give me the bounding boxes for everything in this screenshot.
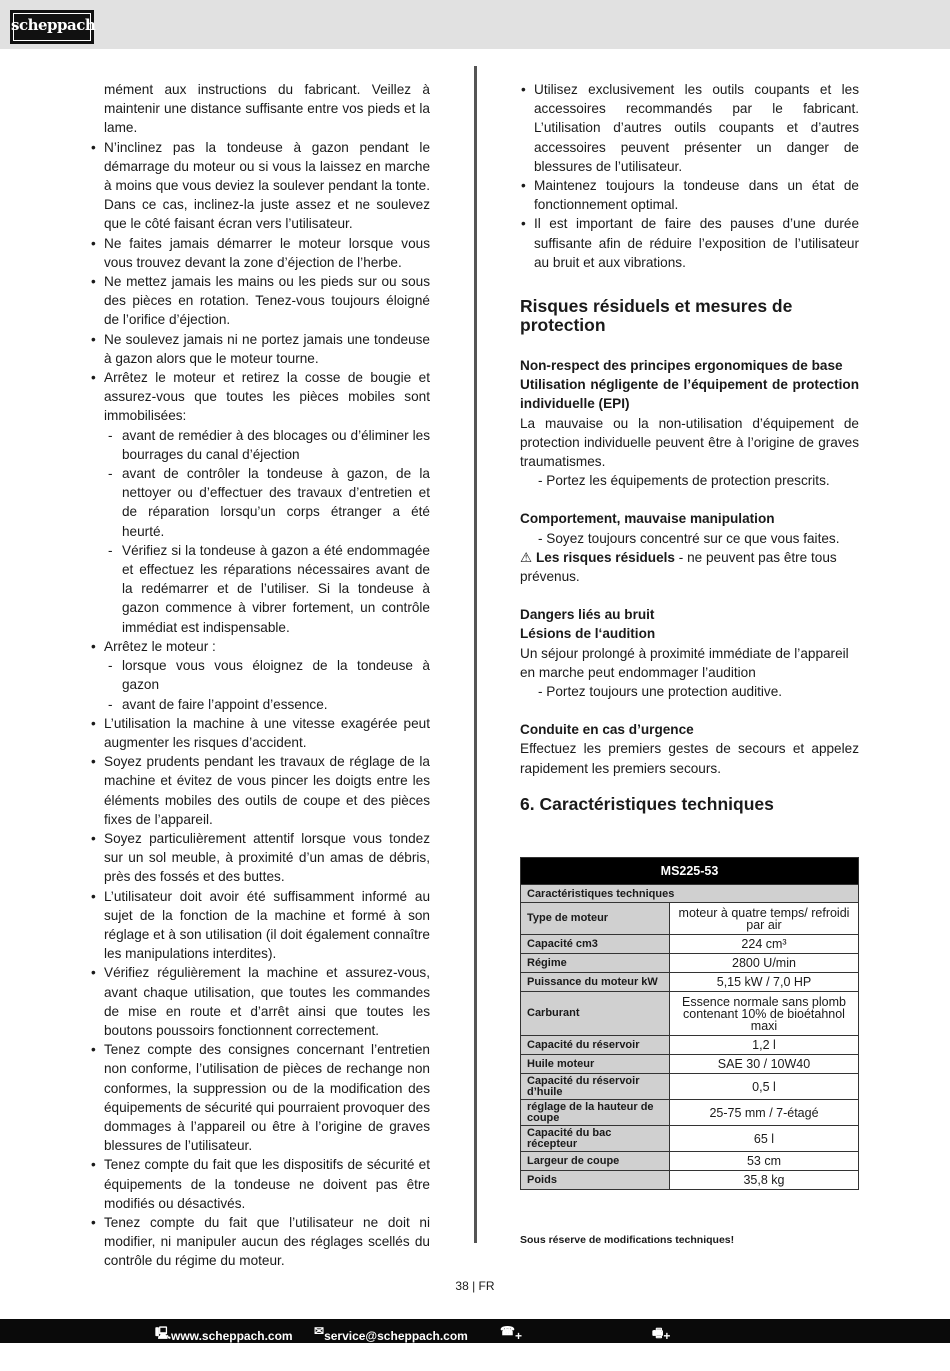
spec-value: 35,8 kg <box>670 1171 859 1190</box>
bullet-item: • Il est important de faire des pauses d’une durée suffisante afin de réduire l’exposition de l’utilisateur au bruit et aux vibrations. <box>520 214 859 272</box>
dash-item: - avant de contrôler la tondeuse à gazon, de la nettoyer ou d’effectuer des travaux d’entretien et de réparation lorsqu’un corps étranger a été heurté. <box>90 464 430 541</box>
spec-label: Régime <box>521 954 670 973</box>
spec-value: 65 l <box>670 1126 859 1152</box>
page-number: 38 | FR <box>455 1279 495 1293</box>
bullet-item: • Tenez compte des consignes concernant l’entretien non conforme, l’utilisation de pièces de rechange non conformes, la suppression ou de la modification des équipements de sécurité qui pourraient provoquer des dommages à l’appareil ou être à l’origine de graves blessures de l’utilisateur. <box>90 1040 430 1155</box>
bullet-item: • N’inclinez pas la tondeuse à gazon pendant le démarrage du moteur ou si vous la laissez en marche à moins que vous deviez la soulever pendant la tonte. Dans ce cas, inclinez-la juste assez et ne soulevez que le côté faisant écran vers l’utilisateur. <box>90 138 430 234</box>
spec-value: 25-75 mm / 7-étagé <box>670 1100 859 1126</box>
emergency-heading: Conduite en cas d’urgence <box>520 722 694 738</box>
bullet-item: • Arrêtez le moteur et retirez la cosse de bougie et assurez-vous que toutes les pièces mobiles sont immobilisées: <box>90 368 430 426</box>
spec-value: Essence normale sans plomb contenant 10% de bioétahnol maxi <box>670 992 859 1036</box>
spec-row <box>521 935 859 954</box>
residual-risks-text <box>520 548 859 586</box>
ppe-heading: Utilisation négligente de l’équipement de protection individuelle (EPI) <box>520 377 859 412</box>
spec-label: Carburant <box>521 992 670 1036</box>
left-column <box>90 80 430 1271</box>
ppe-text: La mauvaise ou la non-utilisation d’équipement de protection individuelle peuvent être à l’origine de graves traumatismes. <box>520 415 859 470</box>
bullet-item: • Tenez compte du fait que l’utilisateur ne doit ni modifier, ni manipuler aucun des réglages scellés du contrôle du régime du moteur. <box>90 1213 430 1271</box>
spec-row <box>521 1100 859 1126</box>
footer-email[interactable]: ✉ service@scheppach.com <box>314 1324 468 1343</box>
spec-row <box>521 992 859 1036</box>
bullet-item: • Ne faites jamais démarrer le moteur lorsque vous vous trouvez devant la zone d’éjection de l’herbe. <box>90 234 430 272</box>
spec-table-subtitle: Caractéristiques techniques <box>521 885 859 903</box>
header-bar <box>0 0 950 49</box>
spec-label: Type de moteur <box>521 903 670 935</box>
spec-label: Puissance du moteur kW <box>521 973 670 992</box>
spec-label: Poids <box>521 1171 670 1190</box>
spec-value: 2800 U/min <box>670 954 859 973</box>
ergonomic-heading: Non-respect des principes ergonomiques de base <box>520 358 843 374</box>
spec-table-title: MS225-53 <box>521 858 859 885</box>
behaviour-heading: Comportement, mauvaise manipulation <box>520 511 775 527</box>
spec-row <box>521 1152 859 1171</box>
phone-text: +(49)-08223-4002-99 <box>514 1329 578 1371</box>
spec-value: moteur à quatre temps/ refroidi par air <box>670 903 859 935</box>
behaviour-action: - Soyez toujours concentré sur ce que vous faites. <box>538 530 840 546</box>
bullet-item: • Soyez prudents pendant les travaux de réglage de la machine et évitez de vous pincer les doigts entre les éléments mobiles des outils de coupe et des pièces fixes de l’appareil. <box>90 752 430 829</box>
spec-label: Capacité du réservoir <box>521 1036 670 1055</box>
ppe-action: - Portez les équipements de protection prescrits. <box>538 473 830 489</box>
emergency-text: Effectuez les premiers gestes de secours et appelez rapidement les premiers secours. <box>520 741 859 776</box>
bullet-item: • Maintenez toujours la tondeuse dans un état de fonctionnement optimal. <box>520 176 859 214</box>
dash-item: - Vérifiez si la tondeuse à gazon a été endommagée et effectuez les réparations nécessaires avant de la redémarrer et de l’utiliser. Si la tondeuse à gazon commence à vibrer fortement, un contrôle immédiat est indispensable. <box>90 541 430 637</box>
logo-text: scheppach <box>11 16 96 34</box>
bullet-item: • Ne soulevez jamais ni ne portez jamais une tondeuse à gazon alors que le moteur tourne. <box>90 330 430 368</box>
spec-label: Largeur de coupe <box>521 1152 670 1171</box>
warning-icon: ⚠ <box>520 549 533 565</box>
risks-heading: Risques résiduels et mesures de protection <box>520 296 793 336</box>
footer-phone: ☎ +(49)-08223-4002-99 <box>500 1324 578 1371</box>
bullet-item: • Utilisez exclusivement les outils coupants et les accessoires recommandés par le fabricant. L’utilisation d’autres outils coupants et d’autres accessoires peuvent présenter un danger de blessures de l’utilisateur. <box>520 80 859 176</box>
hearing-text: Un séjour prolongé à proximité immédiate de l’appareil en marche peut endommager l’audition <box>520 645 849 680</box>
residual-rest: - ne peuvent pas être tous prévenus. <box>520 549 837 585</box>
scheppach-logo <box>10 10 94 44</box>
residual-bold: Les risques résiduels <box>535 549 675 565</box>
bullet-item: • Vérifiez régulièrement la machine et assurez-vous, avant chaque utilisation, que toutes les commandes de mise en route et d’arrêt ainsi que toutes les boutons poussoirs fonctionnent correctement. <box>90 963 430 1040</box>
spec-label: réglage de la hauteur de coupe <box>521 1100 670 1126</box>
spec-row <box>521 973 859 992</box>
spec-row <box>521 1074 859 1100</box>
dash-item: - avant de remédier à des blocages ou d’éliminer les bourrages du canal d’éjection <box>90 426 430 464</box>
spec-value: 0,5 l <box>670 1074 859 1100</box>
spec-value: 5,15 kW / 7,0 HP <box>670 973 859 992</box>
technical-note: Sous réserve de modifications techniques! <box>520 1234 735 1246</box>
fax-text: +(49)-08223-4002-58 <box>663 1329 727 1371</box>
footer-web[interactable]: 🖳 www.scheppach.com <box>155 1326 293 1343</box>
spec-row <box>521 1171 859 1190</box>
column-divider <box>474 66 477 1243</box>
spec-row <box>521 903 859 935</box>
dash-item: - avant de faire l’appoint d’essence. <box>90 695 430 714</box>
noise-heading: Dangers liés au bruit <box>520 607 655 623</box>
spec-row <box>521 1126 859 1152</box>
spec-label: Capacité cm3 <box>521 935 670 954</box>
spec-value: 1,2 l <box>670 1036 859 1055</box>
spec-row <box>521 1055 859 1074</box>
spec-value: 224 cm³ <box>670 935 859 954</box>
spec-value: 53 cm <box>670 1152 859 1171</box>
spec-value: SAE 30 / 10W40 <box>670 1055 859 1074</box>
bullet-item: • Soyez particulièrement attentif lorsque vous tondez sur un sol meuble, à proximité d’un amas de débris, près des fossés et des buttes. <box>90 829 430 887</box>
spec-row <box>521 1036 859 1055</box>
spec-label: Capacité du réservoir d’huile <box>521 1074 670 1100</box>
bullet-item: mément aux instructions du fabricant. Veillez à maintenir une distance suffisante entre vos pieds et la lame. <box>104 82 430 136</box>
bullet-item: • Ne mettez jamais les mains ou les pieds sur ou sous des pièces en rotation. Tenez-vous toujours éloigné de l’orifice d’éjection. <box>90 272 430 330</box>
spec-label: Huile moteur <box>521 1055 670 1074</box>
footer-bar <box>0 1319 950 1371</box>
spec-row <box>521 954 859 973</box>
spec-table <box>520 857 859 1190</box>
dash-item: - lorsque vous vous éloignez de la tondeuse à gazon <box>90 656 430 694</box>
right-column <box>520 80 859 814</box>
email-text[interactable]: service@scheppach.com <box>324 1329 468 1343</box>
bullet-item: • L’utilisation la machine à une vitesse exagérée peut augmenter les risques d’accident. <box>90 714 430 752</box>
web-text[interactable]: www.scheppach.com <box>171 1329 293 1343</box>
bullet-item: • Arrêtez le moteur : <box>90 637 430 656</box>
hearing-heading: Lésions de l‘audition <box>520 626 656 642</box>
specs-heading: 6. Caractéristiques techniques <box>520 793 774 814</box>
bullet-item: • Tenez compte du fait que les dispositifs de sécurité et équipements de la tondeuse ne doivent pas être modifiés ou désactivés. <box>90 1155 430 1213</box>
footer-fax: 🖷 +(49)-08223-4002-58 <box>652 1326 727 1371</box>
hearing-action: - Portez toujours une protection auditive. <box>538 684 783 700</box>
spec-label: Capacité du bac récepteur <box>521 1126 670 1152</box>
bullet-item: • L’utilisateur doit avoir été suffisamment informé au sujet de la fonction de la machine et formé à son réglage et à son utilisation (il doit également connaître les manipulations interdites). <box>90 887 430 964</box>
